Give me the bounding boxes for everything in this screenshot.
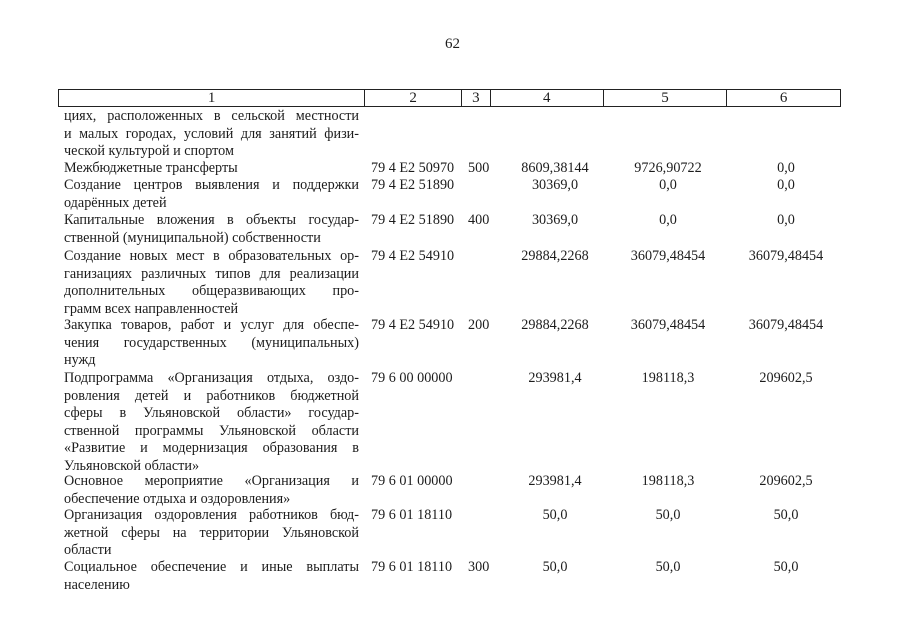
row-value-col4: 293981,4 <box>528 370 582 386</box>
description-line: грамм всех направленностей <box>64 300 239 317</box>
row-value-col4: 29884,2268 <box>521 248 589 264</box>
description-line: Межбюджетные трансферты <box>64 160 238 176</box>
row-description <box>64 473 359 508</box>
row-description <box>64 177 359 212</box>
description-line: ственной программы Ульяновской области <box>64 422 359 439</box>
description-line: сферы в Ульяновской области» государ- <box>64 405 359 422</box>
description-line: Социальное обеспечение и иные выплаты <box>64 559 359 575</box>
row-value-col5: 50,0 <box>655 507 681 523</box>
description-line: Капитальные вложения в объекты государ- <box>64 212 359 228</box>
row-value-col4: 29884,2268 <box>521 317 589 333</box>
row-value-col4: 50,0 <box>542 559 568 575</box>
row-code: 79 6 01 18110 <box>371 559 453 575</box>
header-col-1: 1 <box>59 90 365 106</box>
description-line: Закупка товаров, работ и услуг для обеспе- <box>64 317 359 333</box>
description-line: чения государственных (муниципальных) <box>64 334 359 351</box>
row-value-col6: 0,0 <box>777 212 795 228</box>
header-col-3: 3 <box>462 90 491 106</box>
description-line: Создание новых мест в образовательных ор- <box>64 248 359 264</box>
row-code: 79 4 E2 51890 <box>371 212 455 228</box>
row-value-col4: 8609,38144 <box>521 160 589 176</box>
row-value-col6: 36079,48454 <box>748 248 824 264</box>
row-value-col4: 50,0 <box>542 507 568 523</box>
description-line: нужд <box>64 352 96 369</box>
description-line: ровления детей и работников бюджетной <box>64 387 359 404</box>
row-description <box>64 507 359 560</box>
row-expense-type: 300 <box>468 559 490 575</box>
description-line: циях, расположенных в сельской местности <box>64 108 359 124</box>
description-line: одарённых детей <box>64 194 167 211</box>
description-line: ганизациях различных типов для реализации <box>64 265 359 282</box>
row-description <box>64 108 359 161</box>
header-col-4: 4 <box>491 90 604 106</box>
row-code: 79 4 E2 51890 <box>371 177 455 193</box>
row-description <box>64 212 359 247</box>
row-description <box>64 248 359 318</box>
row-code: 79 4 E2 50970 <box>371 160 455 176</box>
row-value-col6: 36079,48454 <box>748 317 824 333</box>
description-line: Создание центров выявления и поддержки <box>64 177 359 193</box>
row-value-col4: 293981,4 <box>528 473 582 489</box>
row-description <box>64 160 359 178</box>
row-code: 79 6 01 18110 <box>371 507 453 523</box>
header-col-2: 2 <box>365 90 462 106</box>
description-line: жетной сферы на территории Ульяновской <box>64 524 359 541</box>
description-line: Основное мероприятие «Организация и <box>64 473 359 489</box>
description-line: «Развитие и модернизация образования в <box>64 440 359 457</box>
row-value-col6: 0,0 <box>777 160 795 176</box>
row-value-col5: 50,0 <box>655 559 681 575</box>
table-header <box>58 89 841 107</box>
description-line: Подпрограмма «Организация отдыха, оздо- <box>64 370 359 386</box>
row-code: 79 4 E2 54910 <box>371 248 455 264</box>
description-line: Организация оздоровления работников бюд- <box>64 507 359 523</box>
row-value-col4: 30369,0 <box>531 212 579 228</box>
description-line: ческой культурой и спортом <box>64 143 234 160</box>
row-value-col5: 198118,3 <box>641 473 695 489</box>
description-line: и малых городах, условий для занятий физи- <box>64 125 359 142</box>
page-number: 62 <box>445 36 460 52</box>
row-value-col6: 50,0 <box>773 559 799 575</box>
description-line: Ульяновской области» <box>64 457 200 474</box>
row-value-col4: 30369,0 <box>531 177 579 193</box>
row-expense-type: 200 <box>468 317 490 333</box>
row-code: 79 4 E2 54910 <box>371 317 455 333</box>
row-expense-type: 400 <box>468 212 490 228</box>
description-line: ственной (муниципальной) собственности <box>64 229 321 246</box>
row-value-col6: 209602,5 <box>759 473 813 489</box>
row-value-col5: 36079,48454 <box>630 317 706 333</box>
row-value-col6: 209602,5 <box>759 370 813 386</box>
description-line: населению <box>64 576 130 593</box>
header-col-6: 6 <box>779 90 788 106</box>
row-expense-type: 500 <box>468 160 490 176</box>
row-value-col5: 9726,90722 <box>634 160 702 176</box>
row-value-col5: 198118,3 <box>641 370 695 386</box>
row-value-col6: 0,0 <box>777 177 795 193</box>
row-value-col5: 36079,48454 <box>630 248 706 264</box>
row-description <box>64 317 359 370</box>
description-line: обеспечение отдыха и оздоровления» <box>64 490 291 507</box>
row-value-col5: 0,0 <box>659 212 677 228</box>
header-col-5: 5 <box>604 90 728 106</box>
row-code: 79 6 00 00000 <box>371 370 453 386</box>
row-value-col5: 0,0 <box>659 177 677 193</box>
row-code: 79 6 01 00000 <box>371 473 453 489</box>
row-value-col6: 50,0 <box>773 507 799 523</box>
row-description <box>64 370 359 476</box>
description-line: дополнительных общеразвивающих про- <box>64 283 359 300</box>
row-description <box>64 559 359 594</box>
description-line: области <box>64 542 112 559</box>
